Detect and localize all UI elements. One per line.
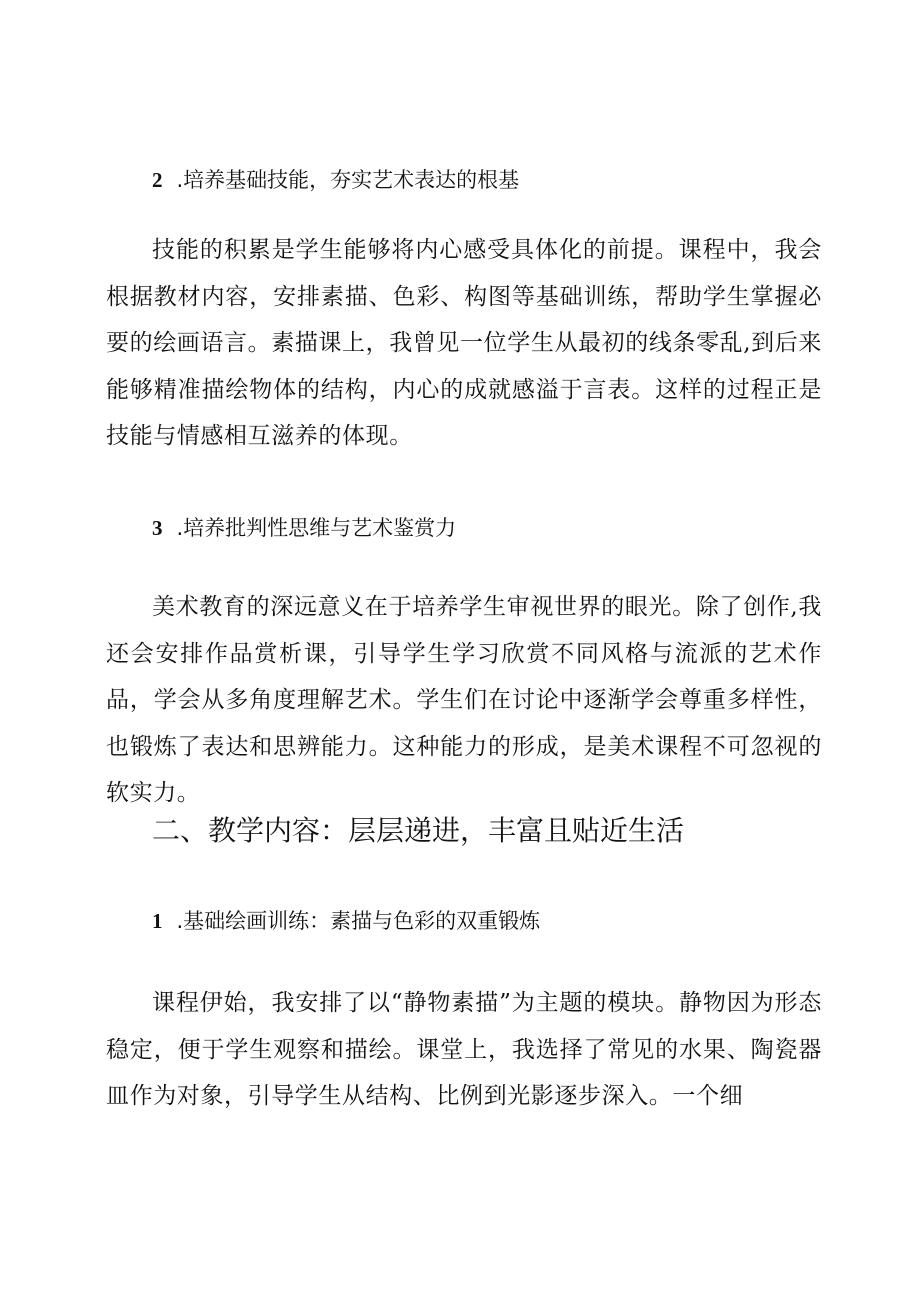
section-title: .基础绘画训练：素描与色彩的双重锻炼 <box>176 909 541 933</box>
section-heading-skills <box>152 166 519 194</box>
section-number: 1 <box>152 909 163 933</box>
chapter-heading: 二、教学内容：层层递进，丰富且贴近生活 <box>152 814 685 847</box>
section-number: 3 <box>152 516 163 540</box>
paragraph-drawing: 课程伊始，我安排了以“静物素描”为主题的模块。静物因为形态稳定，便于学生观察和描绘。课堂上，我选择了常见的水果、陶瓷器皿作为对象，引导学生从结构、比例到光影逐步深入。一个细 <box>106 990 822 1109</box>
section-number: 2 <box>152 168 163 192</box>
section-title: .培养批判性思维与艺术鉴赏力 <box>176 516 457 540</box>
section-title: .培养基础技能，夯实艺术表达的根基 <box>176 168 520 192</box>
section-heading-critical <box>152 514 456 542</box>
paragraph-skills: 技能的积累是学生能够将内心感受具体化的前提。课程中，我会根据教材内容，安排素描、色彩、构图等基础训练，帮助学生掌握必要的绘画语言。素描课上，我曾见一位学生从最初的线条零乱,到后来能够精准描绘物体的结构，内心的成就感溢于言表。这样的过程正是技能与情感相互滋养的体现。 <box>106 237 822 449</box>
section-heading-drawing <box>152 907 540 935</box>
paragraph-critical: 美术教育的深远意义在于培养学生审视世界的眼光。除了创作,我还会安排作品赏析课，引导学生学习欣赏不同风格与流派的艺术作品，学会从多角度理解艺术。学生们在讨论中逐渐学会尊重多样性，也锻炼了表达和思辨能力。这种能力的形成，是美术课程不可忽视的软实力。 <box>106 594 822 806</box>
